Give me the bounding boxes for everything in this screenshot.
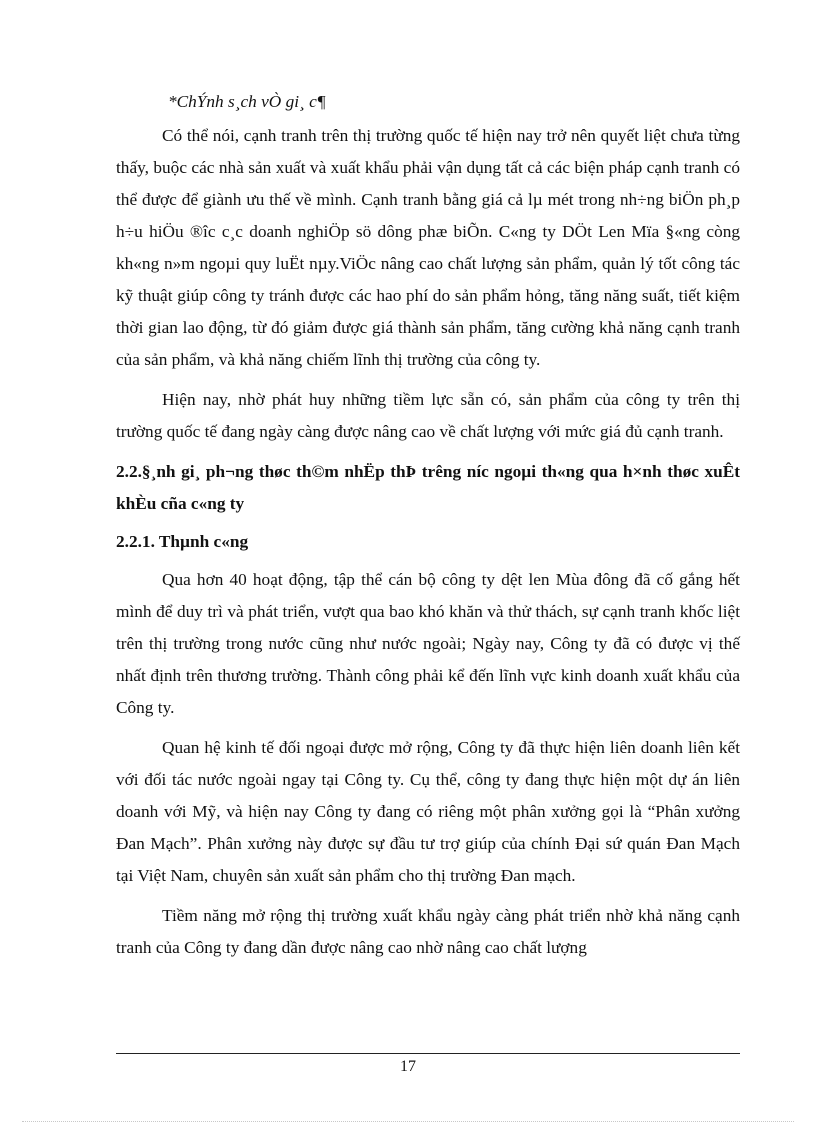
footer-divider	[116, 1053, 740, 1054]
paragraph-foreign-relations: Quan hệ kinh tế đối ngoại được mở rộng, Công ty đã thực hiện liên doanh liên kết với đối tác nước ngoài ngay tại Công ty. Cụ thể, công ty đang thực hiện một dự án liên doanh với Mỹ, và hiện nay Công ty đang có riêng một phân xưởng gọi là “Phân xưởng Đan Mạch”. Phân xưởng này được sự đầu tư trợ giúp của chính Đại sứ quán Đan Mạch tại Việt Nam, chuyên sản xuất sản phẩm cho thị trường Đan mạch.	[116, 738, 740, 885]
paragraph-price-competition: Có thể nói, cạnh tranh trên thị trường quốc tế hiện nay trở nên quyết liệt chưa từng thấy, buộc các nhà sản xuất và xuất khẩu phải vận dụng tất cả các biện pháp cạnh tranh có thể được để giành ưu thế về mình. Cạnh tranh bằng giá cả lµ mét trong nh÷ng biÖn ph¸p h÷u hiÖu ®îc c¸c doanh nghiÖp sö dông phæ biÕn. C«ng ty DÖt Len Mïa §«ng còng kh«ng n»m ngoµi quy luËt nµy.ViÖc nâng cao chất lượng sản phẩm, quản lý tốt công tác kỹ thuật giúp công ty tránh được các hao phí do sản phẩm hỏng, tăng năng suất, tiết kiệm thời gian lao động, từ đó giảm được giá thành sản phẩm, tăng cường khả năng cạnh tranh của sản phẩm, và khả năng chiếm lĩnh thị trường của công ty.	[116, 126, 740, 369]
page-body	[116, 86, 740, 972]
page-bottom-edge	[22, 1121, 794, 1122]
paragraph-export-potential: Tiềm năng mở rộng thị trường xuất khẩu ngày càng phát triển nhờ khả năng cạnh tranh của Công ty đang dần được nâng cao nhờ nâng cao chất lượng	[116, 906, 740, 957]
price-policy-subheading: *ChÝnh s¸ch vÒ gi¸ c¶	[168, 92, 326, 111]
subsection-heading: 2.2.1. Thµnh c«ng	[116, 532, 249, 551]
page-number: 17	[400, 1058, 416, 1075]
paragraph-achievements: Qua hơn 40 hoạt động, tập thể cán bộ công ty dệt len Mùa đông đã cố gắng hết mình để duy trì và phát triển, vượt qua bao khó khăn và thử thách, sự cạnh tranh khốc liệt trên thị trường trong nước cũng như nước ngoài; Ngày nay, Công ty đã có được vị thế nhất định trên thương trường. Thành công phải kể đến lĩnh vực kinh doanh xuất khẩu của Công ty.	[116, 570, 740, 717]
section-heading: 2.2.§¸nh gi¸ ph¬ng thøc th©m nhËp thÞ trêng níc ngoµi th«ng qua h×nh thøc xuÊt khÈu cña c«ng ty	[116, 462, 740, 513]
paragraph-current-position: Hiện nay, nhờ phát huy những tiềm lực sẵn có, sản phẩm của công ty trên thị trường quốc tế đang ngày càng được nâng cao về chất lượng với mức giá đủ cạnh tranh.	[116, 390, 740, 441]
